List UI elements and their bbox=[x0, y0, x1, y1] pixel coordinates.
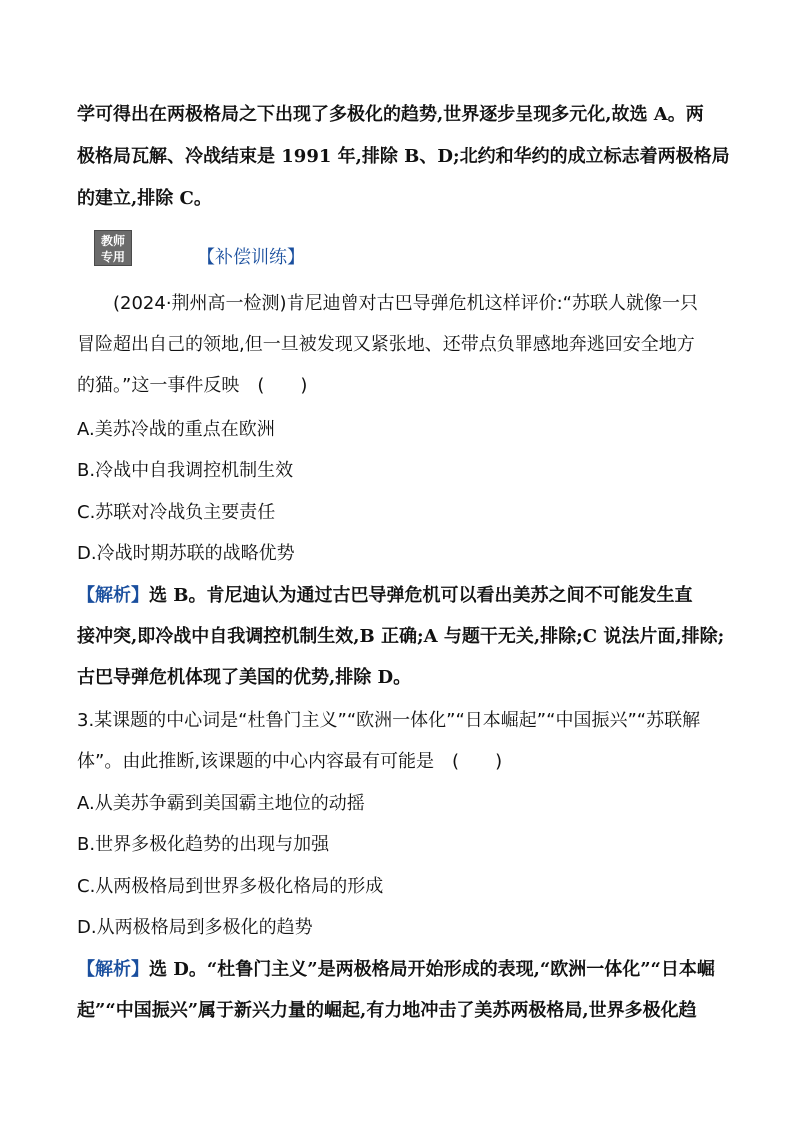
question-3-stem-line-1: 3.某课题的中心词是“杜鲁门主义”“欧洲一体化”“日本崛起”“中国振兴”“苏联解 bbox=[77, 710, 701, 731]
question-3-option-b: B.世界多极化趋势的出现与加强 bbox=[77, 834, 330, 855]
question-3-option-a: A.从美苏争霸到美国霸主地位的动摇 bbox=[77, 793, 365, 814]
question-a-option-c: C.苏联对冷战负主要责任 bbox=[77, 502, 276, 523]
question-a-analysis-line-1 bbox=[77, 584, 717, 608]
question-a-stem-line-1: (2024·荆州高一检测)肯尼迪曾对古巴导弹危机这样评价:“苏联人就像一只 bbox=[113, 293, 698, 314]
intro-analysis-line-3: 的建立,排除 C。 bbox=[77, 188, 212, 209]
question-3-stem-line-2: 体”。由此推断,该课题的中心内容最有可能是 ( ) bbox=[77, 751, 503, 772]
question-a-option-b: B.冷战中自我调控机制生效 bbox=[77, 460, 294, 481]
question-a-option-d: D.冷战时期苏联的战略优势 bbox=[77, 543, 295, 564]
intro-analysis-line-1: 学可得出在两极格局之下出现了多极化的趋势,世界逐步呈现多元化,故选 A。两 bbox=[77, 104, 704, 125]
question-a-analysis-line-3: 古巴导弹危机体现了美国的优势,排除 D。 bbox=[77, 667, 412, 688]
badge-text-2: 专用 bbox=[100, 250, 125, 264]
intro-analysis-line-2: 极格局瓦解、冷战结束是 1991 年,排除 B、D;北约和华约的成立标志着两极格局 bbox=[77, 146, 730, 167]
teacher-only-badge bbox=[94, 230, 132, 266]
supplement-title: 【补偿训练】 bbox=[197, 247, 305, 268]
question-a-stem-line-3: 的猫。”这一事件反映 ( ) bbox=[77, 375, 308, 396]
analysis-tag: 【解析】 bbox=[77, 585, 149, 606]
question-3-analysis-line-2: 起”“中国振兴”属于新兴力量的崛起,有力地冲击了美苏两极格局,世界多极化趋 bbox=[77, 1000, 697, 1021]
analysis-tag: 【解析】 bbox=[77, 959, 149, 980]
analysis-text: 选 D。“杜鲁门主义”是两极格局开始形成的表现,“欧洲一体化”“日本崛 bbox=[149, 959, 715, 980]
question-3-analysis-line-1 bbox=[77, 958, 717, 982]
question-3-option-c: C.从两极格局到世界多极化格局的形成 bbox=[77, 876, 384, 897]
question-3-option-d: D.从两极格局到多极化的趋势 bbox=[77, 917, 313, 938]
badge-text-1: 教师 bbox=[100, 234, 125, 248]
question-a-stem-line-2: 冒险超出自己的领地,但一旦被发现又紧张地、还带点负罪感地奔逃回安全地方 bbox=[77, 334, 695, 355]
question-a-analysis-line-2: 接冲突,即冷战中自我调控机制生效,B 正确;A 与题干无关,排除;C 说法片面,排除; bbox=[77, 626, 725, 647]
analysis-text: 选 B。肯尼迪认为通过古巴导弹危机可以看出美苏之间不可能发生直 bbox=[149, 585, 693, 606]
question-a-option-a: A.美苏冷战的重点在欧洲 bbox=[77, 419, 275, 440]
